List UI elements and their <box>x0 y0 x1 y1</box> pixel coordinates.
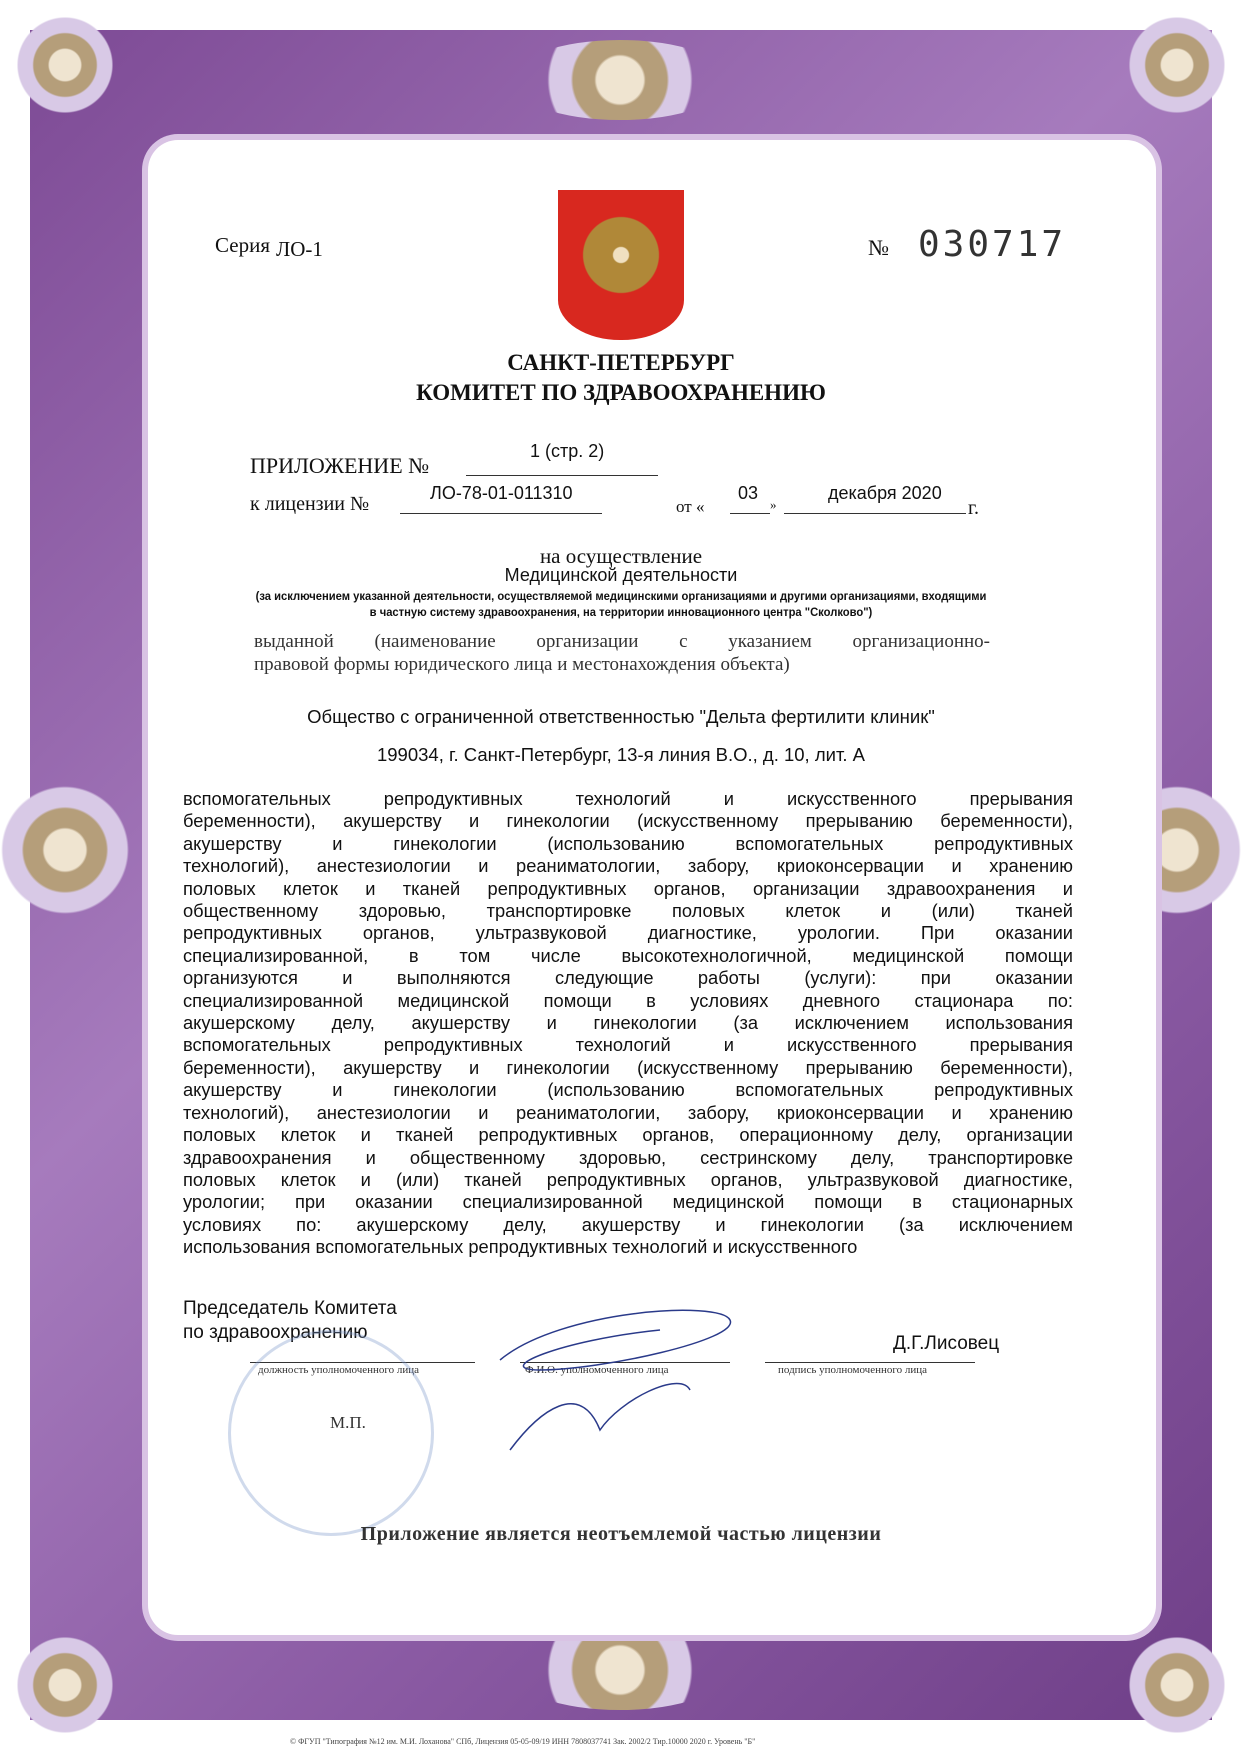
license-number: ЛО-78-01-011310 <box>430 483 573 503</box>
body-line: вспомогательных репродуктивных технологий и искусственного прерывания <box>183 1034 1073 1056</box>
signatory-name: Д.Г.Лисовец <box>893 1333 1000 1354</box>
year-suffix: г. <box>968 497 979 519</box>
activity-note-line2: в частную систему здравоохранения, на территории инновационного центра "Сколково") <box>369 605 873 619</box>
seal-placeholder-label: М.П. <box>330 1413 366 1432</box>
date-from-label: от « <box>676 497 705 516</box>
signatory-position-line1: Председатель Комитета <box>183 1298 397 1319</box>
committee-title: КОМИТЕТ ПО ЗДРАВООХРАНЕНИЮ <box>416 380 826 405</box>
handwritten-signature-icon <box>480 1300 760 1460</box>
corner-ornament-icon <box>1122 10 1232 120</box>
licensed-works-text <box>183 788 1073 1259</box>
issued-line1: выданной (наименование организации с указанием организационно- <box>254 631 990 652</box>
license-day: 03 <box>738 483 759 503</box>
body-line: специализированной медицинской помощи в условиях дневного стационара по: <box>183 989 1073 1011</box>
top-ornament-icon <box>510 40 730 120</box>
printer-imprint: © ФГУП "Типография №12 им. М.И. Лоханова" СПб, Лицензия 05-05-09/19 ИНН 7808037741 Зак. 2002/2 Тир.10000 2020 г. Уровень "Б" <box>290 1737 756 1746</box>
activity-name: Медицинской деятельности <box>504 565 738 585</box>
bottom-ornament-icon <box>510 1630 730 1710</box>
body-line: репродуктивных органов, ультразвуковой диагностике, урологии. При оказании <box>183 922 1073 944</box>
appendix-footer-note: Приложение является неотъемлемой частью лицензии <box>360 1523 882 1545</box>
signatory-position-line2: по здравоохранению <box>183 1322 368 1343</box>
body-line: условиях по: акушерскому делу, акушерству и гинекологии (за исключением <box>183 1213 1073 1235</box>
body-line: специализированной, в том числе высокотехнологичной, медицинской помощи <box>183 944 1073 966</box>
body-line: половых клеток и (или) тканей репродуктивных органов, ультразвуковой диагностике, <box>183 1168 1073 1190</box>
organization-name: Общество с ограниченной ответственностью "Дельта фертилити клиник" <box>307 706 935 727</box>
body-line: технологий), анестезиологии и реаниматологии, забору, криоконсервации и хранению <box>183 1101 1073 1123</box>
body-line: половых клеток и тканей репродуктивных органов, организации здравоохранения и <box>183 877 1073 899</box>
license-month-year: декабря 2020 <box>828 483 942 503</box>
activity-prefix: на осуществление <box>539 544 703 568</box>
form-number: 030717 <box>918 224 1067 265</box>
side-ornament-icon <box>0 770 130 930</box>
official-seal-icon <box>228 1330 434 1536</box>
number-sign: № <box>868 235 889 260</box>
body-line: технологий), анестезиологии и реаниматологии, забору, криоконсервации и хранению <box>183 855 1073 877</box>
body-line: половых клеток и тканей репродуктивных органов, операционному делу, организации <box>183 1124 1073 1146</box>
body-line: использования вспомогательных репродуктивных технологий и искусственного <box>183 1236 858 1258</box>
series-label: Серия <box>215 233 270 257</box>
appendix-label: ПРИЛОЖЕНИЕ № <box>250 453 430 478</box>
organization-address: 199034, г. Санкт-Петербург, 13-я линия В.О., д. 10, лит. А <box>376 744 866 765</box>
corner-ornament-icon <box>1122 1630 1232 1740</box>
body-line: беременности), акушерству и гинекологии (искусственному прерыванию беременности), <box>183 1056 1073 1078</box>
license-label: к лицензии № <box>250 493 370 515</box>
body-line: вспомогательных репродуктивных технологий и искусственного прерывания <box>183 788 1073 809</box>
caption-name: Ф.И.О. уполномоченного лица <box>525 1364 669 1376</box>
appendix-number: 1 (стр. 2) <box>530 441 605 461</box>
body-line: акушерству и гинекологии (использованию вспомогательных репродуктивных <box>183 1079 1073 1101</box>
body-line: организуются и выполняются следующие работы (услуги): при оказании <box>183 967 1073 989</box>
activity-note-line1: (за исключением указанной деятельности, осуществляемой медицинскими организациями и другими организациями, входящими <box>255 589 987 603</box>
corner-ornament-icon <box>10 1630 120 1740</box>
corner-ornament-icon <box>10 10 120 120</box>
caption-signature: подпись уполномоченного лица <box>778 1364 927 1376</box>
body-line: акушерскому делу, акушерству и гинекологии (за исключением использования <box>183 1012 1073 1034</box>
body-line: урологии; при оказании специализированной медицинской помощи в стационарных <box>183 1191 1073 1213</box>
body-line: общественному здоровью, транспортировке половых клеток и (или) тканей <box>183 900 1073 922</box>
issued-line2: правовой формы юридического лица и местонахождения объекта) <box>254 654 790 675</box>
city-title: САНКТ-ПЕТЕРБУРГ <box>507 350 735 375</box>
caption-position: должность уполномоченного лица <box>258 1364 420 1376</box>
body-line: беременности), акушерству и гинекологии (искусственному прерыванию беременности), <box>183 810 1073 832</box>
series-value: ЛО-1 <box>276 237 323 261</box>
coat-of-arms-icon <box>558 190 684 340</box>
body-line: здравоохранения и общественному здоровью, сестринскому делу, транспортировке <box>183 1146 1073 1168</box>
quote-close: » <box>770 497 777 512</box>
body-line: акушерству и гинекологии (использованию вспомогательных репродуктивных <box>183 832 1073 854</box>
